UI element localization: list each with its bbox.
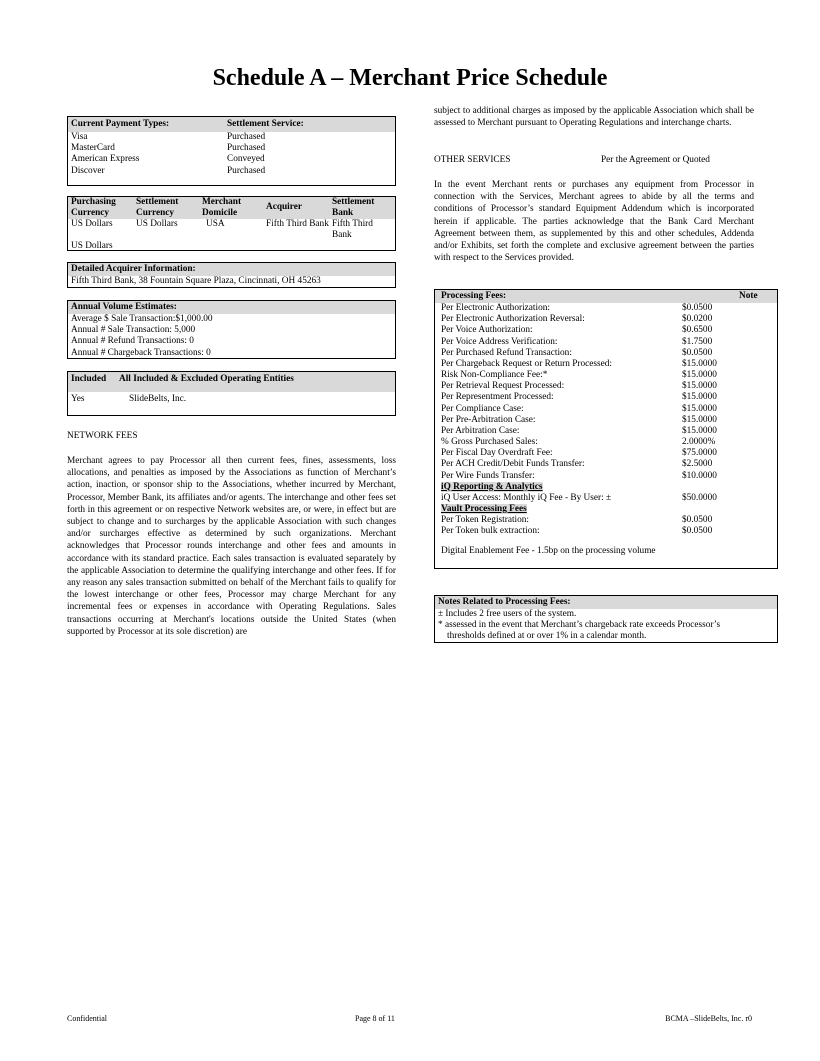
fee-list: [435, 303, 777, 482]
fee-row: [435, 348, 777, 359]
fee-value: $0.0500: [682, 515, 713, 526]
payment-type-row: MasterCard Purchased: [71, 143, 266, 154]
note-header: Note: [739, 291, 758, 301]
acquirer-info-value: Fifth Third Bank, 38 Fountain Square Plaza, Cincinnati, OH 45263: [71, 276, 321, 287]
fee-label: Per Representment Processed:: [441, 392, 554, 403]
other-services-body: In the event Merchant rents or purchases any equipment from Processor in connection with the Services, Merchant agrees to abide by all the terms and conditions of Processor’s standard Equipment Addendum which is incorporated herein if applicable. The parties acknowledge that the Bank Card Merchant Agreement between them, as supplemented by this and other schedules, Addenda and/or Exhibits, set forth the complete and exclusive agreement between the parties with respect to the Services provided.: [434, 180, 754, 264]
fee-row: [435, 526, 777, 537]
fee-value: $2.5000: [682, 459, 713, 470]
fee-row: [435, 370, 777, 381]
fee-list: [435, 515, 777, 537]
note-line: * assessed in the event that Merchant’s chargeback rate exceeds Processor’s: [438, 620, 721, 631]
fee-value: $10.0000: [682, 470, 717, 481]
fee-value: $15.0000: [682, 370, 717, 381]
fee-value: $15.0000: [682, 425, 717, 436]
digital-enablement-fee: Digital Enablement Fee - 1.5bp on the processing volume: [441, 546, 656, 557]
fee-row: [435, 381, 777, 392]
fee-label: Per Wire Funds Transfer:: [441, 470, 535, 481]
iq-reporting-header: iQ Reporting & Analytics: [441, 481, 543, 492]
fee-row: [435, 459, 777, 470]
fee-row: iQ User Access: Monthly iQ Fee - By User: ± $50.0000: [441, 492, 717, 503]
fee-row: [435, 426, 777, 437]
other-services-row: [434, 155, 754, 166]
footer-doc-id: BCMA –SlideBelts, Inc. r0: [665, 1014, 752, 1023]
fee-value: $1.7500: [682, 336, 713, 347]
fee-value: $15.0000: [682, 414, 717, 425]
volume-line: Annual # Chargeback Transactions: 0: [71, 347, 211, 358]
fee-label: Per ACH Credit/Debit Funds Transfer:: [441, 459, 585, 470]
fee-row: [435, 515, 777, 526]
fee-row: [435, 314, 777, 325]
note-line: thresholds defined at or over 1% in a calendar month.: [447, 631, 647, 642]
fee-label: Per Retrieval Request Processed:: [441, 381, 565, 392]
payment-types-header: Current Payment Types:: [71, 119, 170, 129]
note-line: ± Includes 2 free users of the system.: [438, 609, 577, 620]
payment-type-row: Discover Purchased: [71, 165, 266, 176]
fee-label: Per Token Registration:: [441, 515, 530, 526]
processing-fees-box: [434, 289, 778, 569]
acquirer-info-header: Detailed Acquirer Information:: [68, 263, 395, 276]
footer-confidential: Confidential: [67, 1014, 107, 1023]
currency-table-header: Purchasing Currency Settlement Currency Merchant Domicile Acquirer Settlement Bank: [68, 197, 395, 219]
currency-table-row: US Dollars US Dollars USA Fifth Third Bank Fifth Third Bank: [71, 219, 373, 241]
fee-label: Per Arbitration Case:: [441, 425, 520, 436]
currency-table-box: [67, 196, 396, 251]
entities-header: Included All Included & Excluded Operating Entities: [68, 372, 395, 392]
fee-value: $0.0500: [682, 303, 713, 314]
acquirer-info-box: [67, 262, 396, 288]
fee-label: Per Fiscal Day Overdraft Fee:: [441, 448, 553, 459]
page-title: Schedule A – Merchant Price Schedule: [212, 65, 608, 91]
entities-box: [67, 371, 396, 416]
fee-value: $15.0000: [682, 392, 717, 403]
fee-value: $0.0500: [682, 526, 713, 537]
fee-row: [435, 325, 777, 336]
fee-row: [435, 392, 777, 403]
fee-row: [435, 415, 777, 426]
entities-row: Yes SlideBelts, Inc.: [71, 394, 187, 404]
fee-row: [435, 303, 777, 314]
fee-value: $0.0200: [682, 314, 713, 325]
association-charges-text: subject to additional charges as imposed by the applicable Association which shall be assessed to Merchant pursuant to Operating Regulations and interchange charts.: [434, 106, 754, 129]
fee-value: $15.0000: [682, 403, 717, 414]
settlement-service-header: Settlement Service:: [227, 119, 304, 129]
network-fees-heading: NETWORK FEES: [67, 431, 138, 441]
footer-page-number: Page 8 of 11: [355, 1014, 395, 1023]
fee-value: $75.0000: [682, 448, 717, 459]
fee-label: Per Purchased Refund Transaction:: [441, 347, 572, 358]
fee-label: Per Token bulk extraction:: [441, 526, 540, 537]
payment-type-row: American Express Conveyed: [71, 154, 265, 165]
fee-value: 2.0000%: [682, 437, 716, 448]
fee-value: $0.0500: [682, 347, 713, 358]
other-services-heading: OTHER SERVICES: [434, 155, 511, 165]
network-fees-body: Merchant agrees to pay Processor all then current fees, fines, assessments, loss allocations, and penalties as imposed by the Associations as function of Merchant’s action, inaction, or sponsor ship to the Associations, whether incurred by Merchant, Processor, Member Bank, its affiliates and/or agents. The interchange and other fees set forth in this agreement or on respective Network websites are, or were, in effect but are subject to change and to surcharges by the applicable Association with such changes and/or surcharges effective as determined by such organizations. Merchant acknowledges that Processor rounds interchange and other fees and amounts in accordance with its standard practice. Each sales transaction is evaluated separately by the applicable Association to determine the qualifying interchange and other fees. If for any reason any sales transaction submitted on behalf of the Merchant fails to qualify for the lowest interchange or other fees, Processor may charge Merchant for any incremental fees or expenses in accordance with Operating Regulations. Sales transactions occurring at Merchant's locations outside the United States (when supported by Processor at its sole discretion) are: [67, 456, 396, 637]
fee-row: [435, 437, 777, 448]
volume-line: Average $ Sale Transaction:$1,000.00: [71, 314, 213, 325]
fee-label: Per Electronic Authorization Reversal:: [441, 314, 585, 325]
volume-line: Annual # Refund Transactions: 0: [71, 336, 194, 347]
fee-row: [435, 471, 777, 482]
fee-row: [435, 448, 777, 459]
fee-label: Risk Non-Compliance Fee:*: [441, 370, 548, 381]
volume-line: Annual # Sale Transaction: 5,000: [71, 325, 196, 336]
fee-label: Per Pre-Arbitration Case:: [441, 414, 536, 425]
fee-value: $15.0000: [682, 358, 717, 369]
fee-row: [435, 359, 777, 370]
fee-label: % Gross Purchased Sales:: [441, 437, 538, 448]
fee-label: Per Electronic Authorization:: [441, 303, 550, 314]
volume-estimates-box: [67, 300, 396, 359]
currency-table-row: US Dollars: [71, 241, 113, 252]
fee-value: $0.6500: [682, 325, 713, 336]
fee-label: Per Compliance Case:: [441, 403, 524, 414]
vault-processing-header: Vault Processing Fees: [441, 503, 527, 514]
fee-label: Per Chargeback Request or Return Processed:: [441, 358, 613, 369]
payment-types-box: [67, 116, 396, 186]
fee-row: [435, 404, 777, 415]
volume-estimates-header: Annual Volume Estimates:: [68, 301, 395, 314]
payment-type-row: Visa Purchased: [71, 132, 266, 143]
notes-header: Notes Related to Processing Fees:: [435, 596, 777, 609]
fee-row: [435, 337, 777, 348]
notes-box: [434, 595, 778, 643]
fee-label: Per Voice Address Verification:: [441, 336, 558, 347]
processing-fees-header: Processing Fees: Note: [435, 290, 777, 303]
other-services-value: Per the Agreement or Quoted: [601, 155, 710, 165]
fee-label: Per Voice Authorization:: [441, 325, 533, 336]
fee-value: $15.0000: [682, 381, 717, 392]
